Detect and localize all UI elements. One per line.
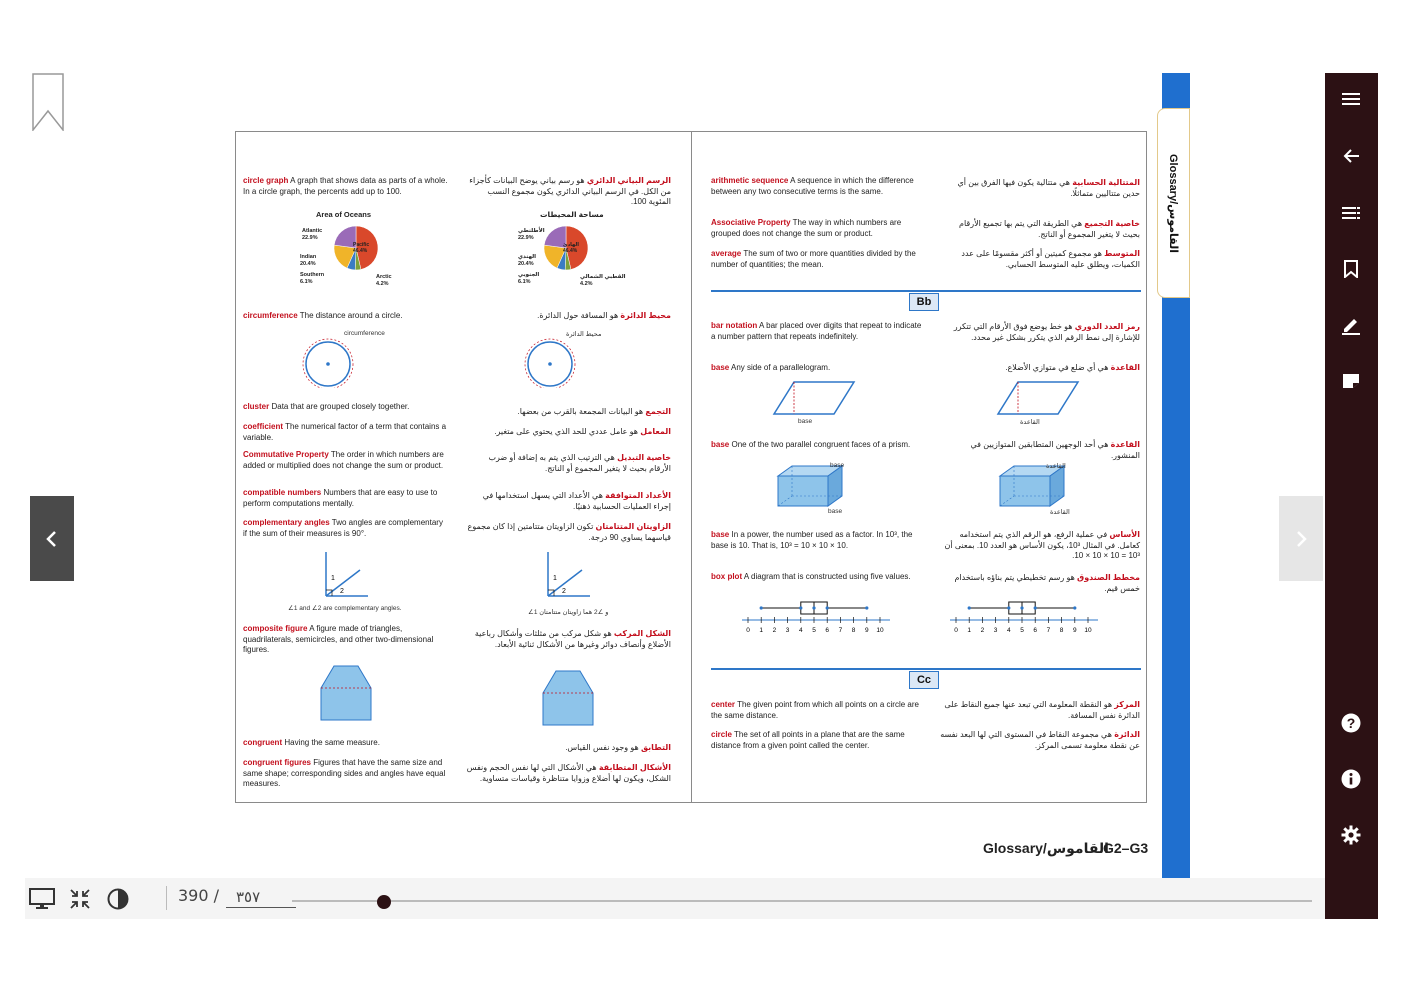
footer-page-numbers: G2–G3 <box>1103 840 1149 856</box>
prism-graphic <box>776 462 846 512</box>
prism-base-caption-bottom: base <box>828 508 843 515</box>
definition-ar: هو النقطة المعلومة التي تبعد عنها جميع النقاط على الدائرة نفس المسافة. <box>944 700 1140 720</box>
definition-ar: هو المسافة حول الدائرة. <box>537 311 619 320</box>
box-plot-tick-label: 1 <box>759 627 764 634</box>
box-plot-point <box>760 606 763 609</box>
entry-circle-ar <box>940 730 1140 751</box>
back-button[interactable] <box>1338 143 1364 169</box>
term: cluster <box>243 402 270 411</box>
box-plot-point <box>1034 606 1037 609</box>
presentation-mode-button[interactable] <box>29 886 55 912</box>
angles-caption-ar: ∠1 و ∠2 هما زاويتان متتامتان <box>528 609 609 616</box>
pie-label-pacific: Pacific 46.4% <box>353 242 370 254</box>
box-plot-point <box>812 606 815 609</box>
box-plot-point <box>826 606 829 609</box>
term-ar: الرسم البياني الدائري <box>586 176 671 185</box>
contrast-button[interactable] <box>105 886 131 912</box>
circle-figure-ar <box>522 328 622 388</box>
pie-label-atlantic-ar: الأطلنطي 22.9% <box>518 228 545 241</box>
entry-congruent-figures-en <box>243 758 448 790</box>
parallelogram-figure-en <box>772 380 862 426</box>
box-plot-tick-label: 6 <box>825 627 830 634</box>
term: composite figure <box>243 624 308 633</box>
box-plot-point <box>799 606 802 609</box>
definition: Having the same measure. <box>284 738 380 747</box>
circle-caption-ar: محيط الدائرة <box>566 331 602 338</box>
svg-text:2: 2 <box>340 588 344 595</box>
entry-congruent-figures-ar <box>466 763 671 784</box>
entry-associative-ar <box>940 219 1140 240</box>
box-plot-tick-label: 3 <box>785 627 790 634</box>
base-caption: base <box>798 418 813 425</box>
prism-figure-en <box>776 462 886 518</box>
definition: A graph that shows data as parts of a whole. In a circle graph, the percents add up to 100. <box>243 176 448 196</box>
entry-bar-notation-en <box>711 321 923 342</box>
box-plot-tick-label: 9 <box>864 627 869 634</box>
entry-associative-en <box>711 218 923 239</box>
term-ar: الأساس <box>1109 530 1140 539</box>
pen-icon <box>1341 315 1361 335</box>
term: box plot <box>711 572 743 581</box>
svg-text:1: 1 <box>553 575 557 582</box>
term-ar: المتوسط <box>1104 249 1140 258</box>
definition-ar: هو البيانات المجمعة بالقرب من بعضها. <box>517 407 644 416</box>
term-ar: رمز العدد الدوري <box>1074 322 1140 331</box>
entry-center-ar <box>940 700 1140 721</box>
entry-box-plot-ar <box>940 573 1140 594</box>
section-letter-b: Bb <box>909 293 939 311</box>
next-page-button[interactable] <box>1279 496 1323 581</box>
entry-base-power-en <box>711 530 923 551</box>
arrow-left-icon <box>1342 148 1360 164</box>
pie-label-arctic: Arctic 4.2% <box>376 274 392 287</box>
page-slider-track[interactable] <box>292 900 1312 902</box>
gear-icon <box>1341 825 1361 845</box>
box-plot-tick-label: 6 <box>1033 627 1038 634</box>
box-plot-figure-ar <box>948 596 1104 642</box>
definition-ar: هي الترتيب الذي يتم به إضافة أو ضرب الأرقام بحيث لا يتغير المجموع أو الناتج. <box>488 453 671 473</box>
svg-text:?: ? <box>1346 715 1356 731</box>
definition: A figure made of triangles, quadrilaterals, semicircles, and other two-dimensional figures. <box>243 624 434 654</box>
entry-circle-graph-ar <box>466 176 671 208</box>
entry-complementary-en <box>243 518 448 539</box>
definition: The order in which numbers are added or multiplied does not change the sum or product. <box>243 450 444 470</box>
page-number-input[interactable] <box>226 886 296 908</box>
annotate-button[interactable] <box>1338 312 1364 338</box>
definition-ar: هو خط يوضع فوق الأرقام التي تتكرر للإشارة إلى نمط الرقم الذي يتكرر بشكل غير محدد. <box>953 322 1140 342</box>
box-plot-tick-label: 4 <box>1006 627 1011 634</box>
definition-ar: هي الطريقة التي يتم بها تجميع الأرقام بحيث لا يتغير المجموع أو الناتج. <box>959 219 1140 239</box>
definition: In a power, the number used as a factor. In 10³, the base is 10. That is, 10³ = 10 × 10 × 10. <box>711 530 913 550</box>
definition-ar: في عملية الرفع، هو الرقم الذي يتم استخدامه كعامل. في المثال 10³، يكون الأساس هو العدد 10. بمعنى أن 10³ = 10 × 10 × 10. <box>944 530 1140 560</box>
term-ar: مخطط الصندوق <box>1077 573 1140 582</box>
term-ar: الدائرة <box>1114 730 1140 739</box>
definition-ar: هو رسم بياني يوضح البيانات كأجزاء من الكل. في الرسم البياني الدائري يكون مجموع النسب المئوية 100. <box>469 176 671 206</box>
prism-base-caption-top-ar: القاعدة <box>1046 463 1066 470</box>
entry-circle-en <box>711 730 923 751</box>
box-plot-point <box>865 606 868 609</box>
circle-caption: circumference <box>344 330 385 337</box>
box-plot-figure-en <box>740 596 896 642</box>
box-plot-tick-label: 4 <box>798 627 803 634</box>
angles-figure-ar <box>498 546 668 616</box>
list-icon <box>1342 206 1360 220</box>
term: circle <box>711 730 732 739</box>
angles-caption: ∠1 and ∠2 are complementary angles. <box>288 605 402 612</box>
entry-coefficient-en <box>243 422 448 443</box>
pie-title: Area of Oceans <box>316 210 372 219</box>
info-icon <box>1341 769 1361 789</box>
term-ar: الزاويتان المتتامتان <box>595 522 671 531</box>
definition: Two angles are complementary if the sum of their measures is 90°. <box>243 518 443 538</box>
monitor-icon <box>29 888 55 910</box>
term: arithmetic sequence <box>711 176 789 185</box>
definition: One of the two parallel congruent faces of a prism. <box>731 440 911 449</box>
box-plot-tick-label: 9 <box>1072 627 1077 634</box>
previous-page-button[interactable] <box>30 496 74 581</box>
pie-label-southern: Southern 6.1% <box>300 272 325 285</box>
term: congruent <box>243 738 283 747</box>
entry-compatible-en <box>243 488 448 509</box>
section-divider-b <box>711 290 1141 292</box>
definition: The distance around a circle. <box>299 311 403 320</box>
term: Associative Property <box>711 218 791 227</box>
entry-base-parallelogram-en <box>711 363 923 374</box>
right-page <box>692 132 1148 802</box>
settings-button[interactable] <box>1338 822 1364 848</box>
definition: Data that are grouped closely together. <box>271 402 410 411</box>
term: coefficient <box>243 422 284 431</box>
circle-graphic <box>300 328 400 388</box>
entry-coefficient-ar <box>466 427 671 438</box>
angles-figure-en <box>276 546 446 616</box>
notes-button[interactable] <box>1338 368 1364 394</box>
menu-button[interactable] <box>1338 86 1364 112</box>
entry-composite-ar <box>466 629 671 650</box>
pie-label-indian-ar: الهندي 20.4% <box>518 254 537 267</box>
definition: A bar placed over digits that repeat to indicate a number pattern that repeats indefinitely. <box>711 321 922 341</box>
definition: The way in which numbers are grouped does not change the sum or product. <box>711 218 902 238</box>
term-ar: المركز <box>1114 700 1140 709</box>
entry-center-en <box>711 700 923 721</box>
bookmarks-button[interactable] <box>1338 256 1364 282</box>
definition-ar: هو مجموع كميتين أو أكثر مقسومًا على عدد الكميات، ويطلق عليه المتوسط الحسابي. <box>961 249 1140 269</box>
pie-chart-en <box>296 210 416 298</box>
bottom-toolbar <box>25 878 1325 919</box>
help-icon <box>1341 713 1361 733</box>
entry-commutative-en <box>243 450 448 471</box>
definition-ar: هي مجموعة النقاط في المستوى التي لها البعد نفسه عن نقطة معلومة تسمى المركز. <box>940 730 1140 750</box>
left-page <box>236 132 692 802</box>
definition-ar: هو شكل مركب من مثلثات وأشكال رباعية الأضلاع وأنصاف دوائر وغيرها من الأشكال ثنائية الأبعاد. <box>474 629 671 649</box>
entry-average-ar <box>940 249 1140 270</box>
parallelogram-figure-ar <box>996 380 1086 426</box>
definition: Numbers that are easy to use to perform computations mentally. <box>243 488 438 508</box>
term-ar: خاصية التبديل <box>617 453 671 462</box>
definition: The given point from which all points on a circle are the same distance. <box>711 700 919 720</box>
footer-section-label: Glossary/القاموس <box>983 840 1109 856</box>
chevron-right-icon <box>1294 530 1308 548</box>
entry-circle-graph-en <box>243 176 448 197</box>
entry-complementary-ar <box>466 522 671 543</box>
term-ar: التطابق <box>640 743 671 752</box>
prism-figure-ar <box>998 462 1108 518</box>
section-letter-c: Cc <box>909 671 939 689</box>
definition: A diagram that is constructed using five values. <box>743 572 911 581</box>
pie-label-southern-ar: الجنوبي 6.1% <box>518 272 540 285</box>
term: center <box>711 700 736 709</box>
term-ar: خاصية التجميع <box>1084 219 1140 228</box>
composite-figure-ar <box>542 669 594 727</box>
contents-list-button[interactable] <box>1338 200 1364 226</box>
term: base <box>711 440 730 449</box>
definition: The numerical factor of a term that contains a variable. <box>243 422 447 442</box>
definition-ar: هي متتالية يكون فيها الفرق بين أي حدين متتاليين متماثلًا. <box>957 178 1140 198</box>
entry-base-prism-en <box>711 440 923 451</box>
svg-text:2: 2 <box>562 588 566 595</box>
definition-ar: هي الأشكال التي لها نفس الحجم ونفس الشكل، ويكون لها أضلاع وزوايا متناظرة وقياسات متساوية. <box>466 763 671 783</box>
term: bar notation <box>711 321 758 330</box>
term: base <box>711 530 730 539</box>
entry-average-en <box>711 249 923 270</box>
pie-chart-ar <box>518 210 638 298</box>
page-slider-thumb[interactable] <box>377 895 391 909</box>
term: Commutative Property <box>243 450 329 459</box>
prism-base-caption-bottom-ar: القاعدة <box>1050 509 1070 516</box>
term: congruent figures <box>243 758 312 767</box>
parallelogram-graphic-ar <box>996 380 1086 418</box>
fit-screen-button[interactable] <box>67 886 93 912</box>
term-ar: المعامل <box>640 427 671 436</box>
box-plot-point <box>968 606 971 609</box>
definition: The set of all points in a plane that are the same distance from a given point called the center. <box>711 730 905 750</box>
term-ar: التجمع <box>645 407 671 416</box>
definition-ar: تكون الزاويتان متتامتين إذا كان مجموع قياسهما يساوي 90 درجة. <box>467 522 671 542</box>
term-ar: القاعدة <box>1110 363 1140 372</box>
term: complementary angles <box>243 518 330 527</box>
prism-base-caption-top: base <box>830 462 845 469</box>
glossary-tab-label: Glossary/القاموس <box>1167 153 1179 253</box>
composite-figure-en <box>320 664 372 722</box>
entry-bar-notation-ar <box>940 322 1140 343</box>
toolbar-separator <box>166 886 167 910</box>
collapse-arrows-icon <box>69 888 91 910</box>
entry-circumference-en <box>243 311 448 322</box>
note-icon <box>1342 373 1360 389</box>
circle-figure-en <box>300 328 400 388</box>
entry-compatible-ar <box>466 491 671 512</box>
entry-base-power-ar <box>940 530 1140 562</box>
chevron-left-icon <box>45 530 59 548</box>
pie-label-indian: Indian 20.4% <box>300 254 317 267</box>
box-plot-tick-label: 5 <box>812 627 816 634</box>
term: base <box>711 363 730 372</box>
box-plot-tick-label: 8 <box>1059 627 1064 634</box>
definition-ar: هي أي ضلع في متوازي الأضلاع. <box>1005 363 1109 372</box>
box-plot-tick-label: 5 <box>1020 627 1024 634</box>
box-plot-tick-label: 7 <box>1046 627 1051 634</box>
bookmark-outline-icon[interactable] <box>32 73 64 131</box>
bookmark-icon <box>1344 260 1358 278</box>
box-plot-tick-label: 1 <box>967 627 972 634</box>
term-ar: الأعداد المتوافقة <box>605 491 671 500</box>
box-plot-tick-label: 10 <box>1084 627 1092 634</box>
entry-circumference-ar <box>466 311 671 322</box>
parallelogram-graphic <box>772 380 862 418</box>
box-plot-tick-label: 0 <box>954 627 958 634</box>
pie-label-atlantic: Atlantic 22.9% <box>302 228 323 241</box>
term: circle graph <box>243 176 289 185</box>
definition-ar: هو وجود نفس القياس. <box>565 743 639 752</box>
term-ar: محيط الدائرة <box>620 311 671 320</box>
page-total: 390 / <box>178 886 220 905</box>
box-plot-point <box>1073 606 1076 609</box>
help-button[interactable] <box>1338 710 1364 736</box>
box-plot-point <box>1007 606 1010 609</box>
term: average <box>711 249 742 258</box>
entry-commutative-ar <box>466 453 671 474</box>
entry-base-prism-ar <box>940 440 1140 461</box>
entry-cluster-en <box>243 402 448 413</box>
section-divider-c <box>711 668 1141 670</box>
entry-congruent-en <box>243 738 448 749</box>
svg-text:1: 1 <box>331 575 335 582</box>
term-ar: المتتالية الحسابية <box>1072 178 1140 187</box>
angles-graphic <box>276 546 446 602</box>
box-plot-tick-label: 2 <box>772 627 777 634</box>
glossary-tab[interactable] <box>1157 108 1190 298</box>
term-ar: الشكل المركب <box>613 629 671 638</box>
box-plot-tick-label: 0 <box>746 627 750 634</box>
definition-ar: هو رسم تخطيطي يتم بناؤه باستخدام خمس قيم. <box>954 573 1140 593</box>
contrast-icon <box>107 888 129 910</box>
entry-congruent-ar <box>466 743 671 754</box>
definition-ar: هي الأعداد التي يسهل استخدامها في إجراء العمليات الحسابية ذهنيًا. <box>482 491 671 511</box>
box-plot-tick-label: 2 <box>980 627 985 634</box>
definition: Any side of a parallelogram. <box>731 363 831 372</box>
term: compatible numbers <box>243 488 322 497</box>
entry-arithmetic-ar <box>940 178 1140 199</box>
box-plot-point <box>1020 606 1023 609</box>
entry-cluster-ar <box>466 407 671 418</box>
entry-arithmetic-en <box>711 176 923 197</box>
hamburger-menu-icon <box>1342 92 1360 106</box>
term: circumference <box>243 311 298 320</box>
pie-label-pacific-ar: الهادئ 46.4% <box>563 242 579 254</box>
definition-ar: هي أحد الوجهين المتطابقين المتوازيين في المنشور. <box>970 440 1140 460</box>
definition: The sum of two or more quantities divided by the number of quantities; the mean. <box>711 249 916 269</box>
right-toolbar <box>1325 73 1378 919</box>
box-plot-tick-label: 7 <box>838 627 843 634</box>
definition: A sequence in which the difference between any two consecutive terms is the same. <box>711 176 914 196</box>
definition-ar: هو عامل عددي للحد الذي يحتوي على متغير. <box>494 427 639 436</box>
term-ar: الأشكال المتطابقة <box>598 763 671 772</box>
entry-box-plot-en <box>711 572 923 583</box>
angles-graphic-ar <box>498 546 668 602</box>
box-plot-tick-label: 3 <box>993 627 998 634</box>
box-plot-tick-label: 8 <box>851 627 856 634</box>
box-plot-tick-label: 10 <box>876 627 884 634</box>
entry-base-parallelogram-ar <box>940 363 1140 374</box>
book-spread <box>235 131 1147 803</box>
info-button[interactable] <box>1338 766 1364 792</box>
entry-composite-en <box>243 624 448 656</box>
pie-title-ar: مساحة المحيطات <box>540 210 604 219</box>
pie-label-arctic-ar: القطبي الشمالي 4.2% <box>580 274 626 287</box>
definition: Figures that have the same size and same shape; corresponding sides and angles have equal measures. <box>243 758 446 788</box>
base-caption-ar: القاعدة <box>1020 419 1040 426</box>
term-ar: القاعدة <box>1110 440 1140 449</box>
